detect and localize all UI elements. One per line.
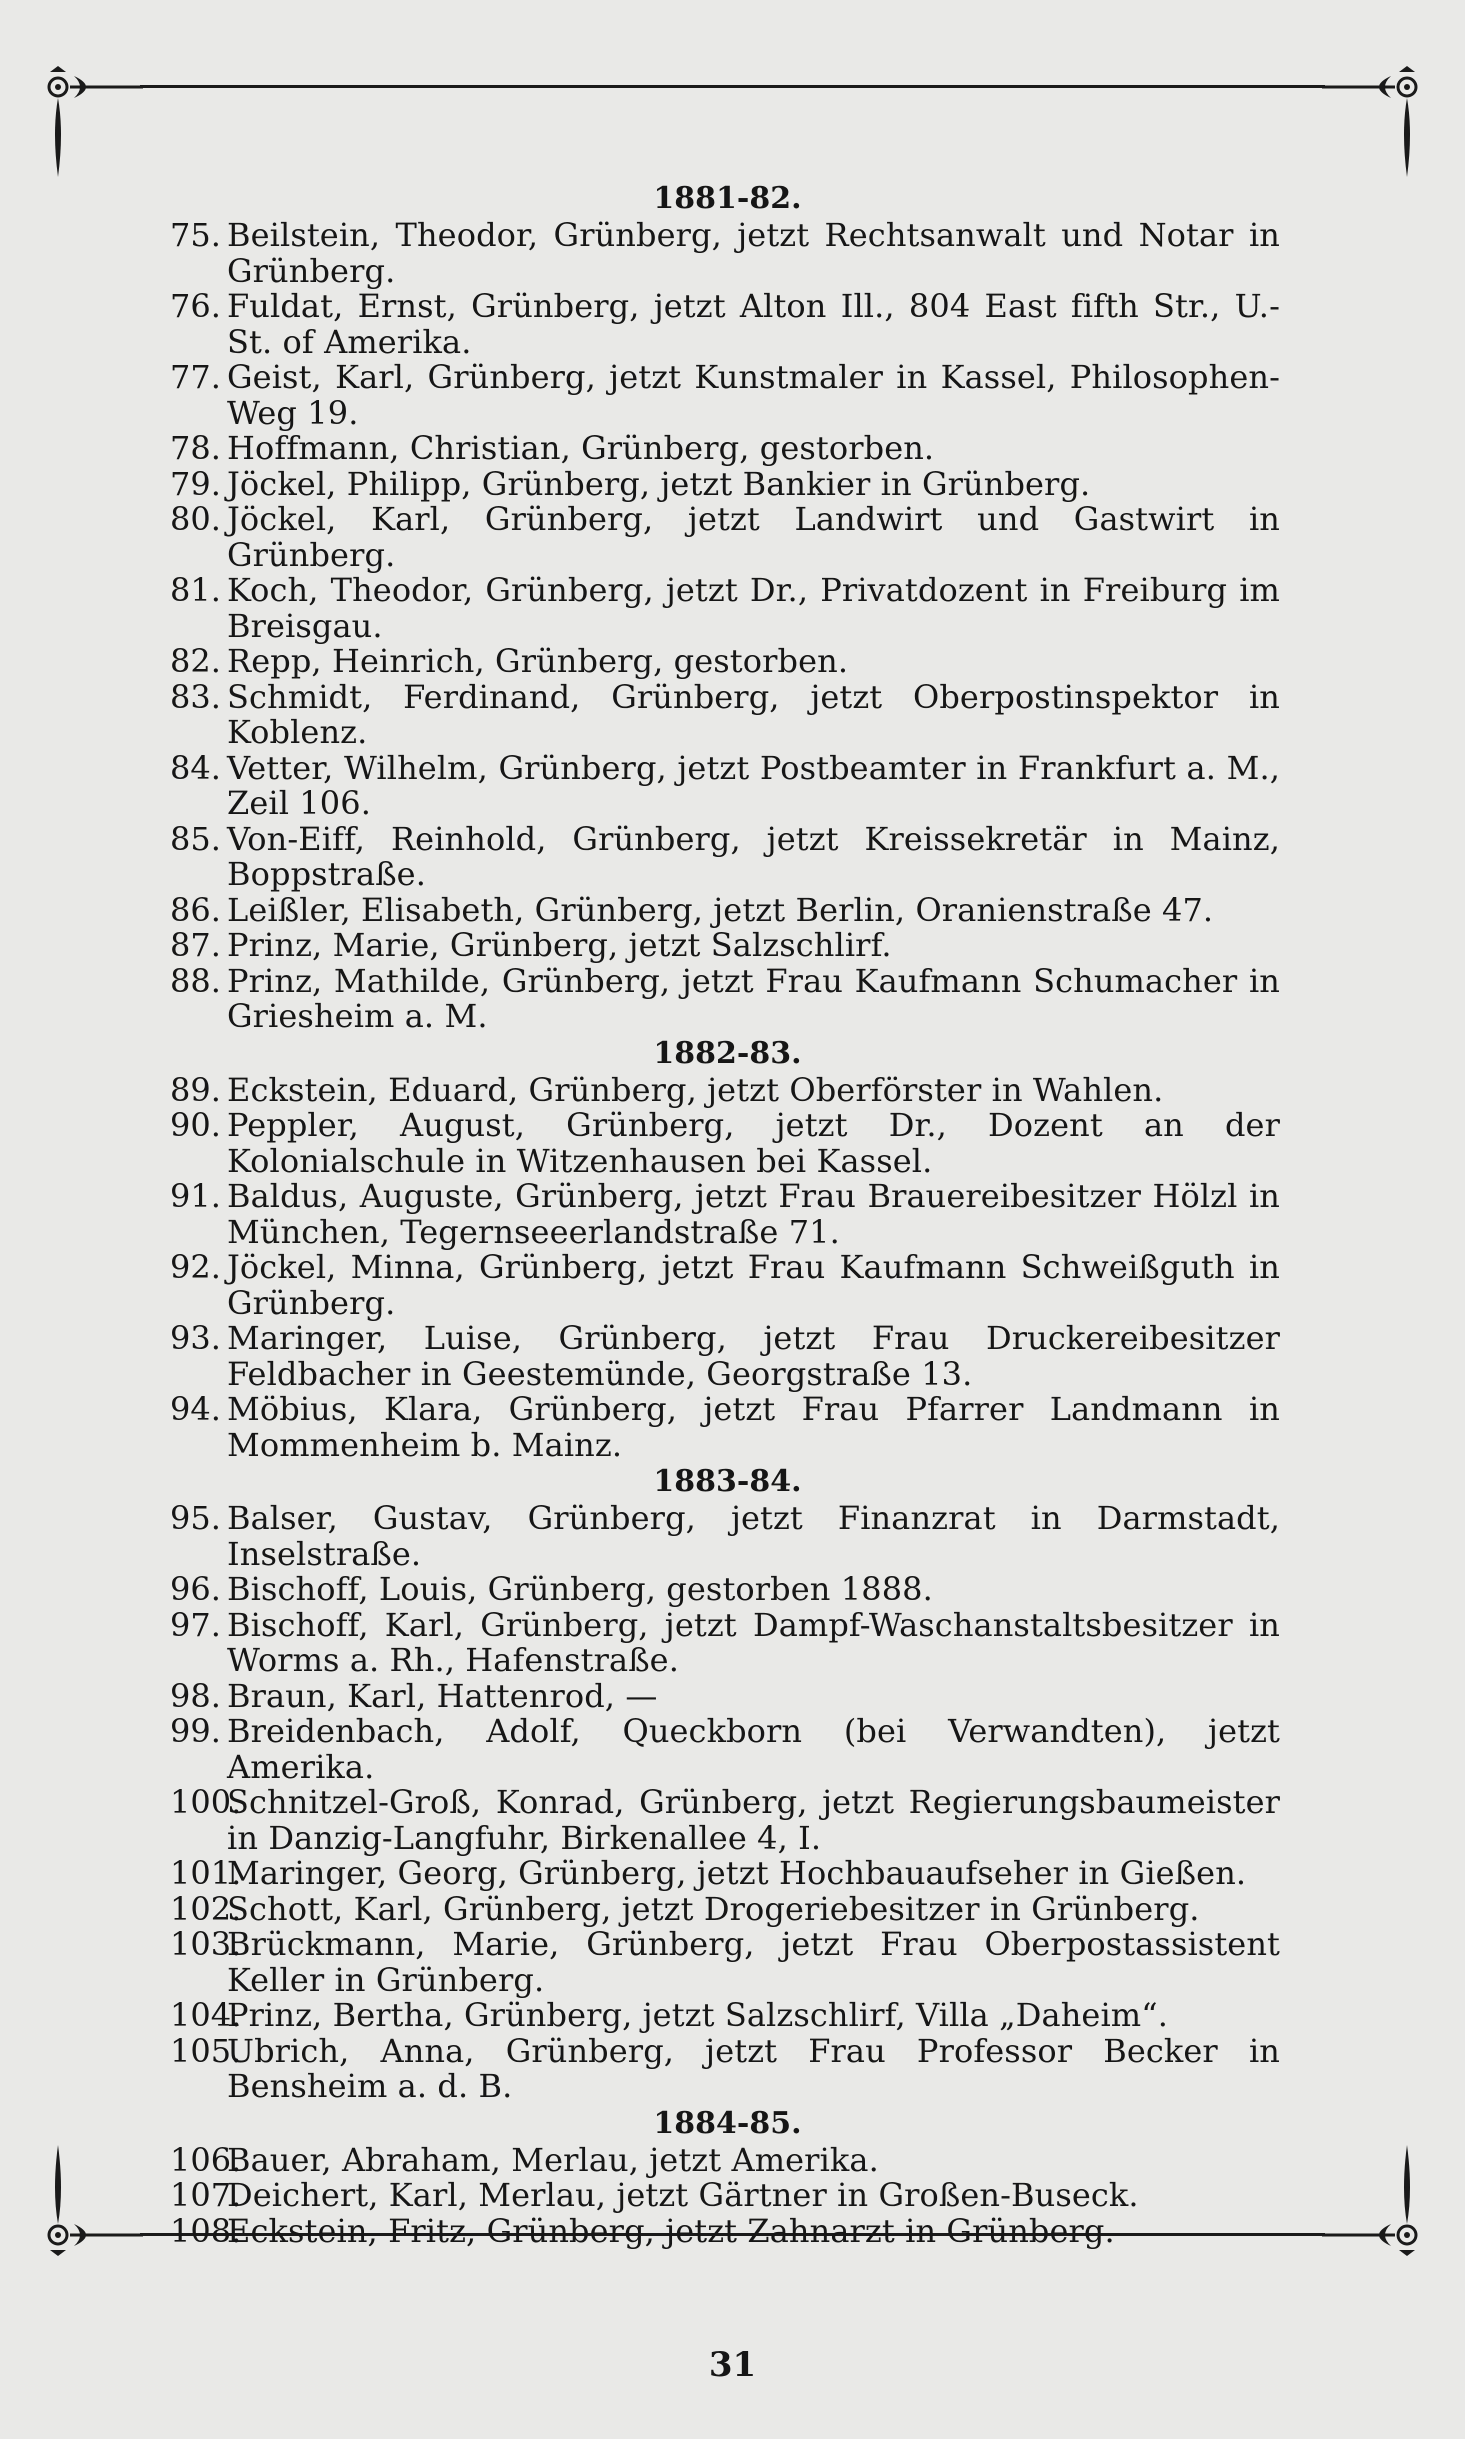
entry-number: 104. xyxy=(170,1996,242,2034)
entry xyxy=(170,358,1280,432)
entry-number: 107. xyxy=(170,2176,242,2214)
entry xyxy=(170,1177,1280,1251)
entry xyxy=(170,1499,1280,1573)
entry xyxy=(170,890,1280,929)
entry-number: 76. xyxy=(170,287,221,325)
entry-text: Braun, Karl, Hattenrod, — xyxy=(227,1676,658,1715)
entry-number: 99. xyxy=(170,1712,221,1750)
entry-number: 84. xyxy=(170,748,221,787)
entry xyxy=(170,677,1280,751)
entry xyxy=(170,748,1280,822)
entry-number: 90. xyxy=(170,1106,221,1144)
section-heading: 1883-84. xyxy=(653,1464,802,1499)
entry-text: Bischoff, Louis, Grünberg, gestorben 1888. xyxy=(227,1570,933,1608)
entry-number: 87. xyxy=(170,926,221,964)
entry xyxy=(170,2140,1280,2179)
entry-text: Jöckel, Philipp, Grünberg, jetzt Bankier in Grünberg. xyxy=(227,464,1091,503)
entry xyxy=(170,819,1280,893)
entry-number: 75. xyxy=(170,216,221,254)
entry-text: Von-Eiff, Reinhold, Grünberg, jetzt Kreissekretär in Mainz, Boppstraße. xyxy=(227,819,1280,893)
entry-number: 101. xyxy=(170,1854,242,1892)
corner-ornament-bottom-left-icon xyxy=(38,2140,148,2260)
entry-text: Maringer, Luise, Grünberg, jetzt Frau Druckereibesitzer Feldbacher in Geestemünde, Georgstraße 13. xyxy=(227,1319,1280,1393)
entry-text: Möbius, Klara, Grünberg, jetzt Frau Pfarrer Landmann in Mommenheim b. Mainz. xyxy=(227,1390,1280,1464)
entry-text: Geist, Karl, Grünberg, jetzt Kunstmaler in Kassel, Philosophen-Weg 19. xyxy=(227,358,1280,432)
entry xyxy=(170,2211,1280,2250)
corner-ornament-top-right-icon xyxy=(1317,62,1427,182)
entry-text: Schmidt, Ferdinand, Grünberg, jetzt Oberpostinspektor in Koblenz. xyxy=(227,677,1280,751)
entry-text: Deichert, Karl, Merlau, jetzt Gärtner in Großen-Buseck. xyxy=(227,2176,1139,2214)
entry-number: 83. xyxy=(170,677,221,716)
entry-number: 97. xyxy=(170,1605,221,1644)
entry-number: 81. xyxy=(170,571,221,609)
entry xyxy=(170,961,1280,1035)
entry-number: 85. xyxy=(170,819,221,858)
entry-text: Prinz, Marie, Grünberg, jetzt Salzschlirf. xyxy=(227,926,892,964)
entry-number: 93. xyxy=(170,1319,221,1357)
corner-ornament-bottom-right-icon xyxy=(1317,2140,1427,2260)
entry-text: Schott, Karl, Grünberg, jetzt Drogeriebesitzer in Grünberg. xyxy=(227,1889,1200,1928)
entry-text: Beilstein, Theodor, Grünberg, jetzt Rechtsanwalt und Notar in Grünberg. xyxy=(227,216,1280,290)
entry-number: 82. xyxy=(170,642,221,680)
entry xyxy=(170,1248,1280,1322)
entry-number: 106. xyxy=(170,2140,242,2179)
entry-number: 95. xyxy=(170,1499,221,1537)
entry-text: Ubrich, Anna, Grünberg, jetzt Frau Professor Becker in Bensheim a. d. B. xyxy=(227,2031,1280,2105)
entry-number: 94. xyxy=(170,1390,221,1428)
section-heading: 1884-85. xyxy=(653,2105,802,2141)
year-section xyxy=(170,180,1280,1035)
entry-text: Eckstein, Fritz, Grünberg, jetzt Zahnarzt in Grünberg. xyxy=(227,2211,1115,2250)
entry xyxy=(170,2031,1280,2105)
entry-number: 96. xyxy=(170,1570,221,1608)
entry xyxy=(170,1676,1280,1715)
entry-number: 89. xyxy=(170,1070,221,1109)
section-heading: 1881-82. xyxy=(653,181,802,216)
entry xyxy=(170,1390,1280,1464)
entry-text: Repp, Heinrich, Grünberg, gestorben. xyxy=(227,642,849,680)
section-heading: 1882-83. xyxy=(653,1035,802,1071)
page-body xyxy=(170,180,1280,2250)
entry xyxy=(170,2176,1280,2214)
year-section xyxy=(170,1463,1280,2105)
entry xyxy=(170,571,1280,645)
entry xyxy=(170,287,1280,361)
entry xyxy=(170,429,1280,467)
entry xyxy=(170,1996,1280,2034)
frame-top-rule xyxy=(140,85,1325,88)
entry xyxy=(170,1854,1280,1892)
page-number: 31 xyxy=(708,2345,757,2385)
entry xyxy=(170,1889,1280,1928)
entry xyxy=(170,1319,1280,1393)
entry-text: Maringer, Georg, Grünberg, jetzt Hochbauaufseher in Gießen. xyxy=(227,1854,1247,1892)
entry-text: Brückmann, Marie, Grünberg, jetzt Frau Oberpostassistent Keller in Grünberg. xyxy=(227,1925,1280,1999)
entry-text: Koch, Theodor, Grünberg, jetzt Dr., Privatdozent in Freiburg im Breisgau. xyxy=(227,571,1280,645)
year-section xyxy=(170,1035,1280,1464)
entry-text: Schnitzel-Groß, Konrad, Grünberg, jetzt Regierungsbaumeister in Danzig-Langfuhr, Birkenallee 4, I. xyxy=(227,1783,1280,1857)
entry xyxy=(170,216,1280,290)
entry xyxy=(170,1070,1280,1109)
entry-text: Prinz, Bertha, Grünberg, jetzt Salzschlirf, Villa „Daheim“. xyxy=(227,1996,1168,2034)
entry-text: Jöckel, Minna, Grünberg, jetzt Frau Kaufmann Schweißguth in Grünberg. xyxy=(227,1248,1280,1322)
entry-number: 92. xyxy=(170,1248,221,1286)
entry-text: Fuldat, Ernst, Grünberg, jetzt Alton Ill., 804 East fifth Str., U.-St. of Amerika. xyxy=(227,287,1280,361)
entry-number: 102. xyxy=(170,1889,242,1928)
entry-number: 78. xyxy=(170,429,221,467)
entry-number: 103. xyxy=(170,1925,242,1963)
year-section xyxy=(170,2105,1280,2250)
entry-text: Balser, Gustav, Grünberg, jetzt Finanzrat in Darmstadt, Inselstraße. xyxy=(227,1499,1280,1573)
entry-number: 77. xyxy=(170,358,221,396)
entry xyxy=(170,642,1280,680)
entry-number: 98. xyxy=(170,1676,221,1715)
entry-number: 91. xyxy=(170,1177,221,1215)
entry-text: Hoffmann, Christian, Grünberg, gestorben. xyxy=(227,429,935,467)
entry-number: 86. xyxy=(170,890,221,929)
entry xyxy=(170,926,1280,964)
entry-number: 100. xyxy=(170,1783,242,1821)
entry xyxy=(170,1783,1280,1857)
entry-number: 105. xyxy=(170,2031,242,2070)
entry-text: Prinz, Mathilde, Grünberg, jetzt Frau Kaufmann Schumacher in Griesheim a. M. xyxy=(227,961,1280,1035)
entry-text: Peppler, August, Grünberg, jetzt Dr., Dozent an der Kolonialschule in Witzenhausen bei Kassel. xyxy=(227,1106,1280,1180)
entry-number: 88. xyxy=(170,961,221,1000)
entry xyxy=(170,500,1280,574)
entry xyxy=(170,1925,1280,1999)
entry xyxy=(170,1106,1280,1180)
entry xyxy=(170,1570,1280,1608)
entry-text: Vetter, Wilhelm, Grünberg, jetzt Postbeamter in Frankfurt a. M., Zeil 106. xyxy=(227,748,1280,822)
entry-number: 80. xyxy=(170,500,221,538)
entry-text: Bauer, Abraham, Merlau, jetzt Amerika. xyxy=(227,2140,879,2179)
entry-text: Eckstein, Eduard, Grünberg, jetzt Oberförster in Wahlen. xyxy=(227,1070,1164,1109)
entry xyxy=(170,1712,1280,1786)
entry xyxy=(170,464,1280,503)
entry-number: 108. xyxy=(170,2211,242,2250)
entry-text: Leißler, Elisabeth, Grünberg, jetzt Berlin, Oranienstraße 47. xyxy=(227,890,1214,929)
entry-text: Baldus, Auguste, Grünberg, jetzt Frau Brauereibesitzer Hölzl in München, Tegernseeerlandstraße 71. xyxy=(227,1177,1280,1251)
entry-number: 79. xyxy=(170,464,221,503)
entry-text: Breidenbach, Adolf, Queckborn (bei Verwandten), jetzt Amerika. xyxy=(227,1712,1280,1786)
entry xyxy=(170,1605,1280,1679)
entry-text: Bischoff, Karl, Grünberg, jetzt Dampf-Waschanstaltsbesitzer in Worms a. Rh., Hafenstraße. xyxy=(227,1605,1280,1679)
corner-ornament-top-left-icon xyxy=(38,62,148,182)
entry-text: Jöckel, Karl, Grünberg, jetzt Landwirt und Gastwirt in Grünberg. xyxy=(227,500,1280,574)
